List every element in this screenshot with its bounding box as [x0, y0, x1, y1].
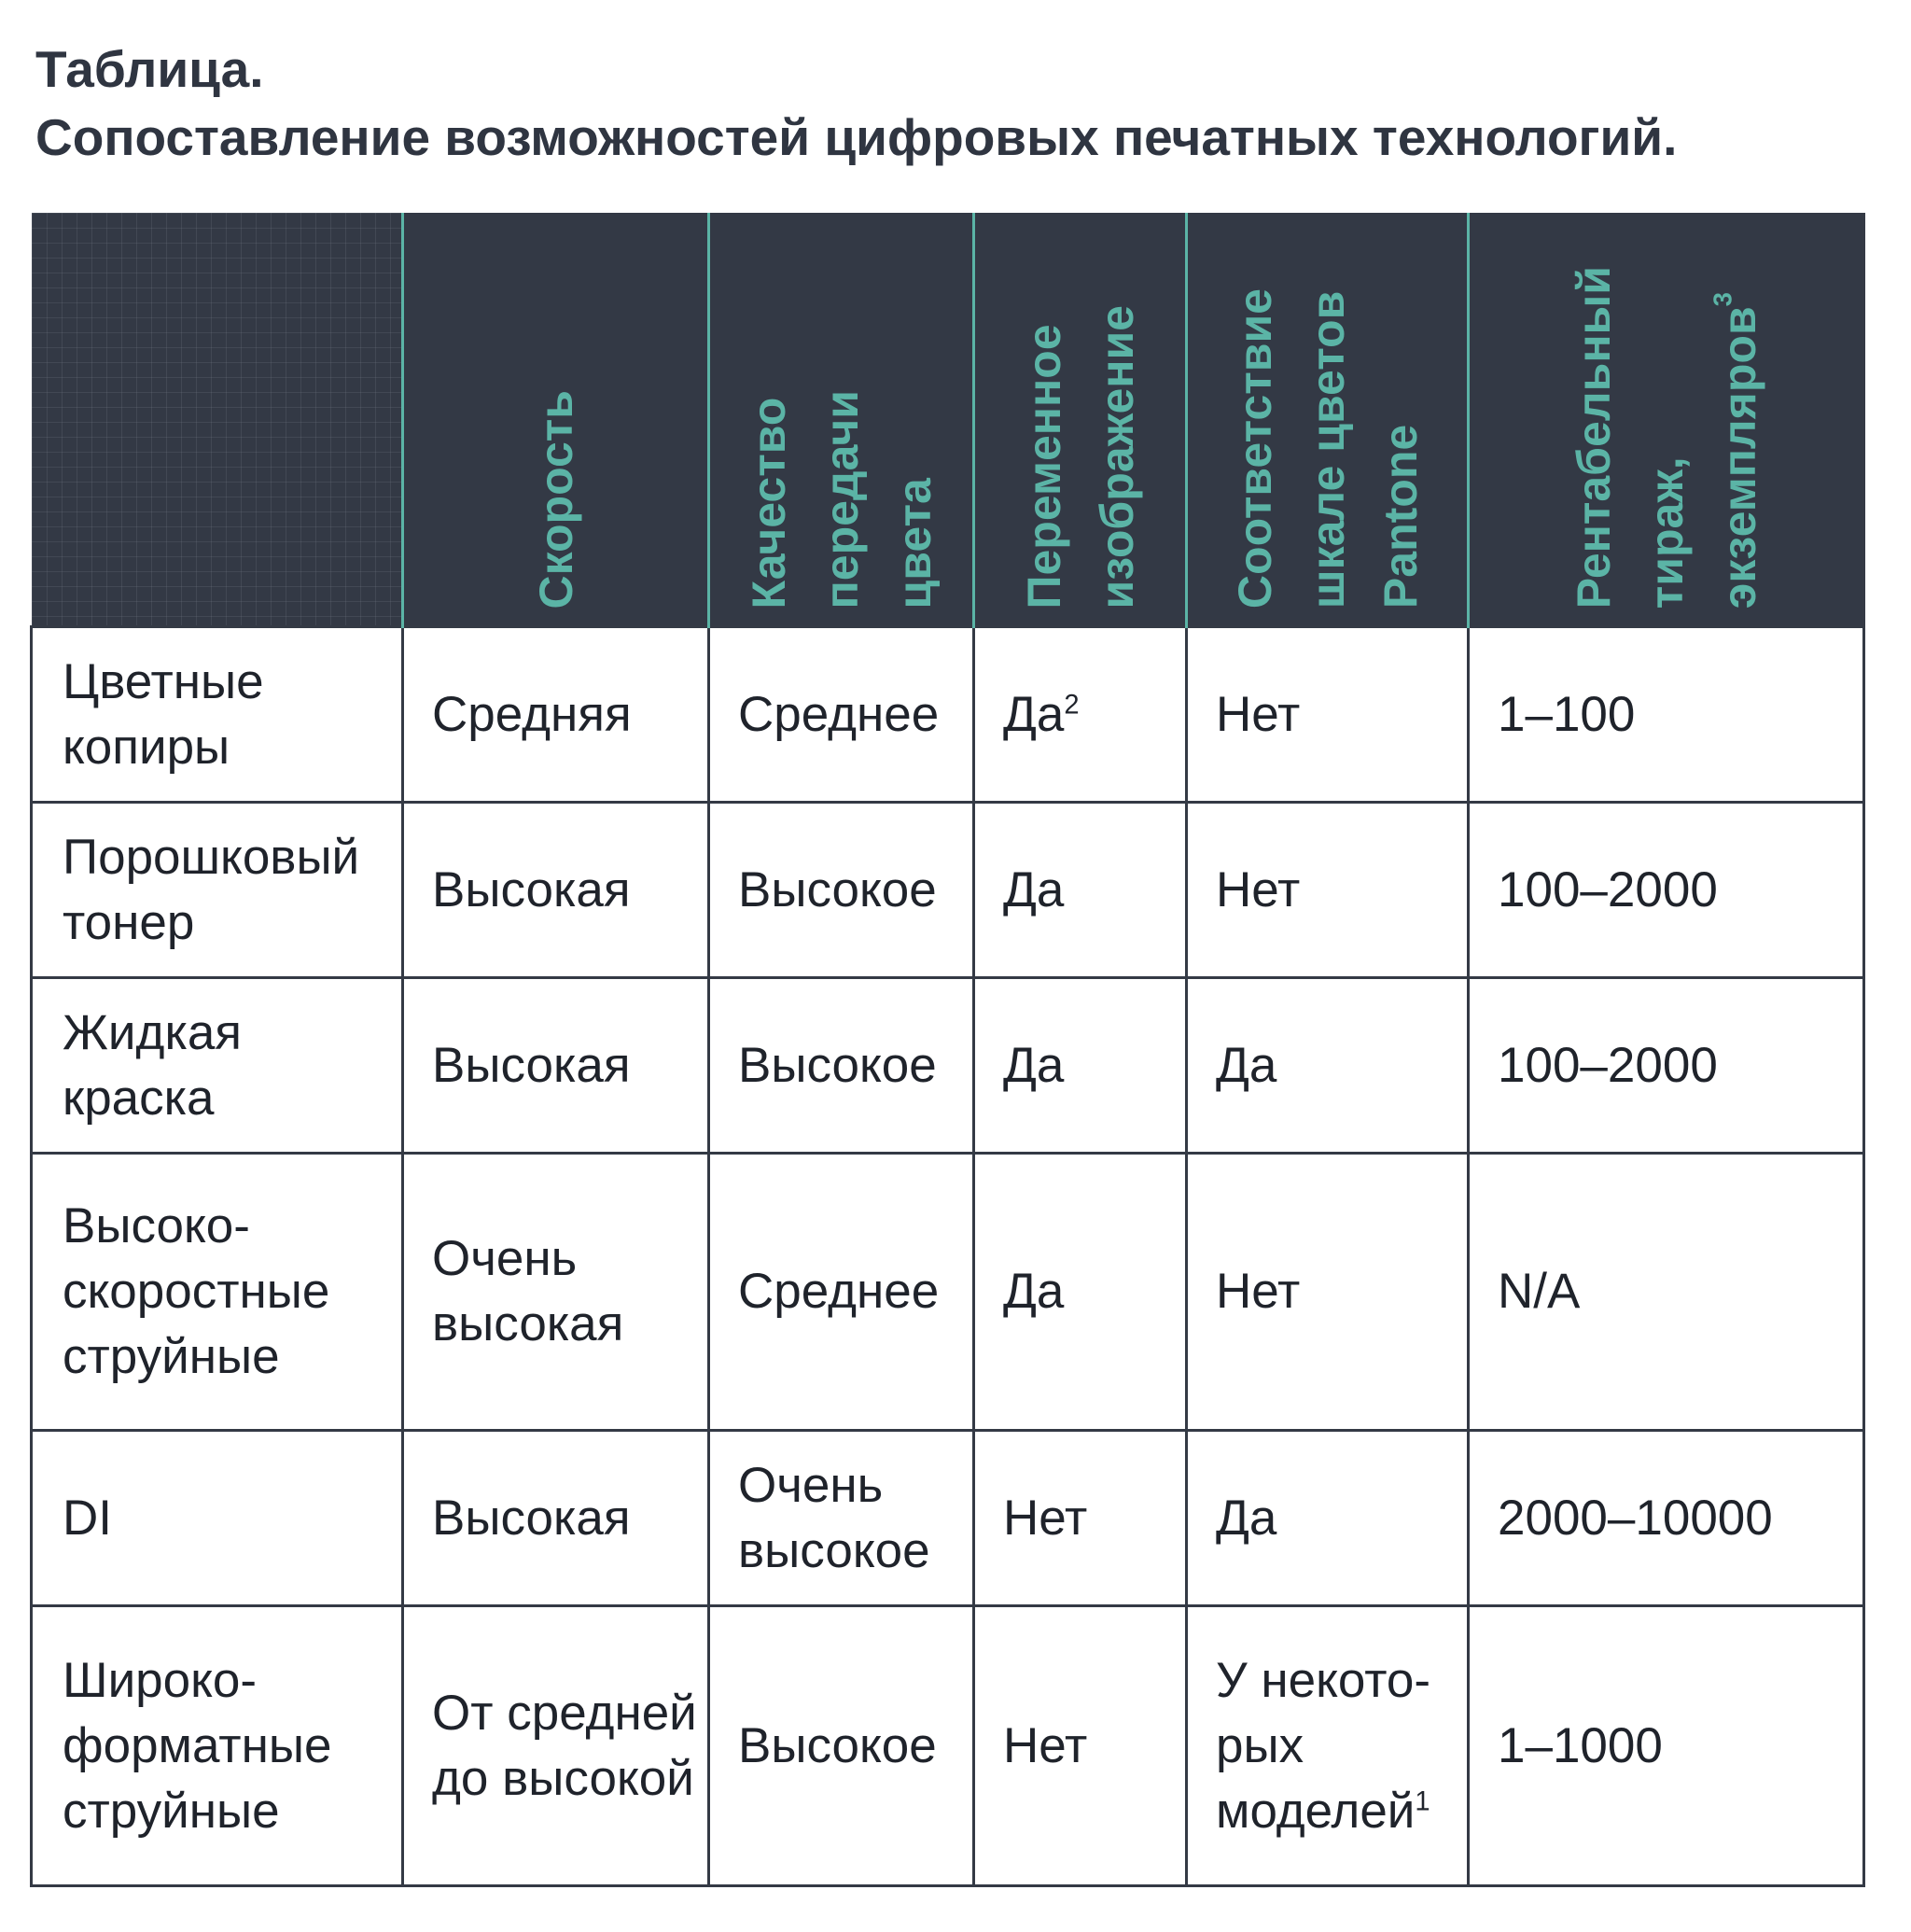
header-variable-image	[974, 213, 1187, 627]
header-label: Рентабельный тираж, экземпляров$^3$	[1567, 265, 1765, 609]
cell-pantone: Нет	[1187, 1154, 1469, 1431]
cell-pantone: Нет	[1187, 803, 1469, 978]
footnote-marker: 1	[1415, 1785, 1430, 1816]
cell-quality: Высокое	[709, 803, 974, 978]
row-technology: Жидкая краска	[32, 978, 403, 1154]
row-technology: Цветные копиры	[32, 627, 403, 803]
header-label: Качество передачи цвета	[742, 389, 941, 609]
cell-variable: $Да^2$	[974, 627, 1187, 803]
cell-speed: Высокая	[403, 1431, 709, 1606]
cell-variable: Нет	[974, 1431, 1187, 1606]
header-label: Скорость	[529, 389, 582, 609]
row-technology: Порошковый тонер	[32, 803, 403, 978]
cell-pantone: Да	[1187, 978, 1469, 1154]
cell-run: 1–1000	[1469, 1606, 1864, 1886]
header-label: Переменное изображение	[1017, 304, 1143, 609]
title-line-1: Таблица.	[35, 40, 264, 98]
footnote-marker: 2	[1064, 689, 1080, 720]
cell-run: 100–2000	[1469, 803, 1864, 978]
cell-quality: Высокое	[709, 1606, 974, 1886]
table-row	[32, 978, 1864, 1154]
comparison-table	[30, 213, 1865, 1887]
cell-quality: Высокое	[709, 978, 974, 1154]
table-row	[32, 1431, 1864, 1606]
footnote-marker: 3	[1707, 291, 1737, 307]
cell-variable: Да	[974, 803, 1187, 978]
page-title	[35, 35, 1677, 172]
table-row	[32, 1154, 1864, 1431]
header-row	[32, 213, 1864, 627]
row-technology: Широко- форматные струйные	[32, 1606, 403, 1886]
cell-speed: От средней до высокой	[403, 1606, 709, 1886]
cell-run: 1–100	[1469, 627, 1864, 803]
cell-pantone: У некото- рых моделей$^1$	[1187, 1606, 1469, 1886]
cell-variable: Да	[974, 1154, 1187, 1431]
header-color-quality	[709, 213, 974, 627]
row-technology: DI	[32, 1431, 403, 1606]
cell-speed: Высокая	[403, 978, 709, 1154]
table-row	[32, 1606, 1864, 1886]
title-line-2: Сопоставление возможностей цифровых печатных технологий.	[35, 108, 1678, 166]
table-row	[32, 803, 1864, 978]
header-label: Соответствие шкале цветов Pantone	[1228, 287, 1427, 609]
cell-quality: Среднее	[709, 627, 974, 803]
cell-variable: Нет	[974, 1606, 1187, 1886]
cell-quality: Очень высокое	[709, 1431, 974, 1606]
corner-cell	[32, 213, 403, 627]
cell-variable: Да	[974, 978, 1187, 1154]
table-row	[32, 627, 1864, 803]
cell-run: 2000–10000	[1469, 1431, 1864, 1606]
row-technology: Высоко- скоростные струйные	[32, 1154, 403, 1431]
cell-pantone: Да	[1187, 1431, 1469, 1606]
cell-speed: Очень высокая	[403, 1154, 709, 1431]
header-speed	[403, 213, 709, 627]
cell-run: 100–2000	[1469, 978, 1864, 1154]
cell-run: N/A	[1469, 1154, 1864, 1431]
cell-pantone: Нет	[1187, 627, 1469, 803]
header-run	[1469, 213, 1864, 627]
cell-quality: Среднее	[709, 1154, 974, 1431]
cell-speed: Средняя	[403, 627, 709, 803]
header-pantone	[1187, 213, 1469, 627]
cell-speed: Высокая	[403, 803, 709, 978]
